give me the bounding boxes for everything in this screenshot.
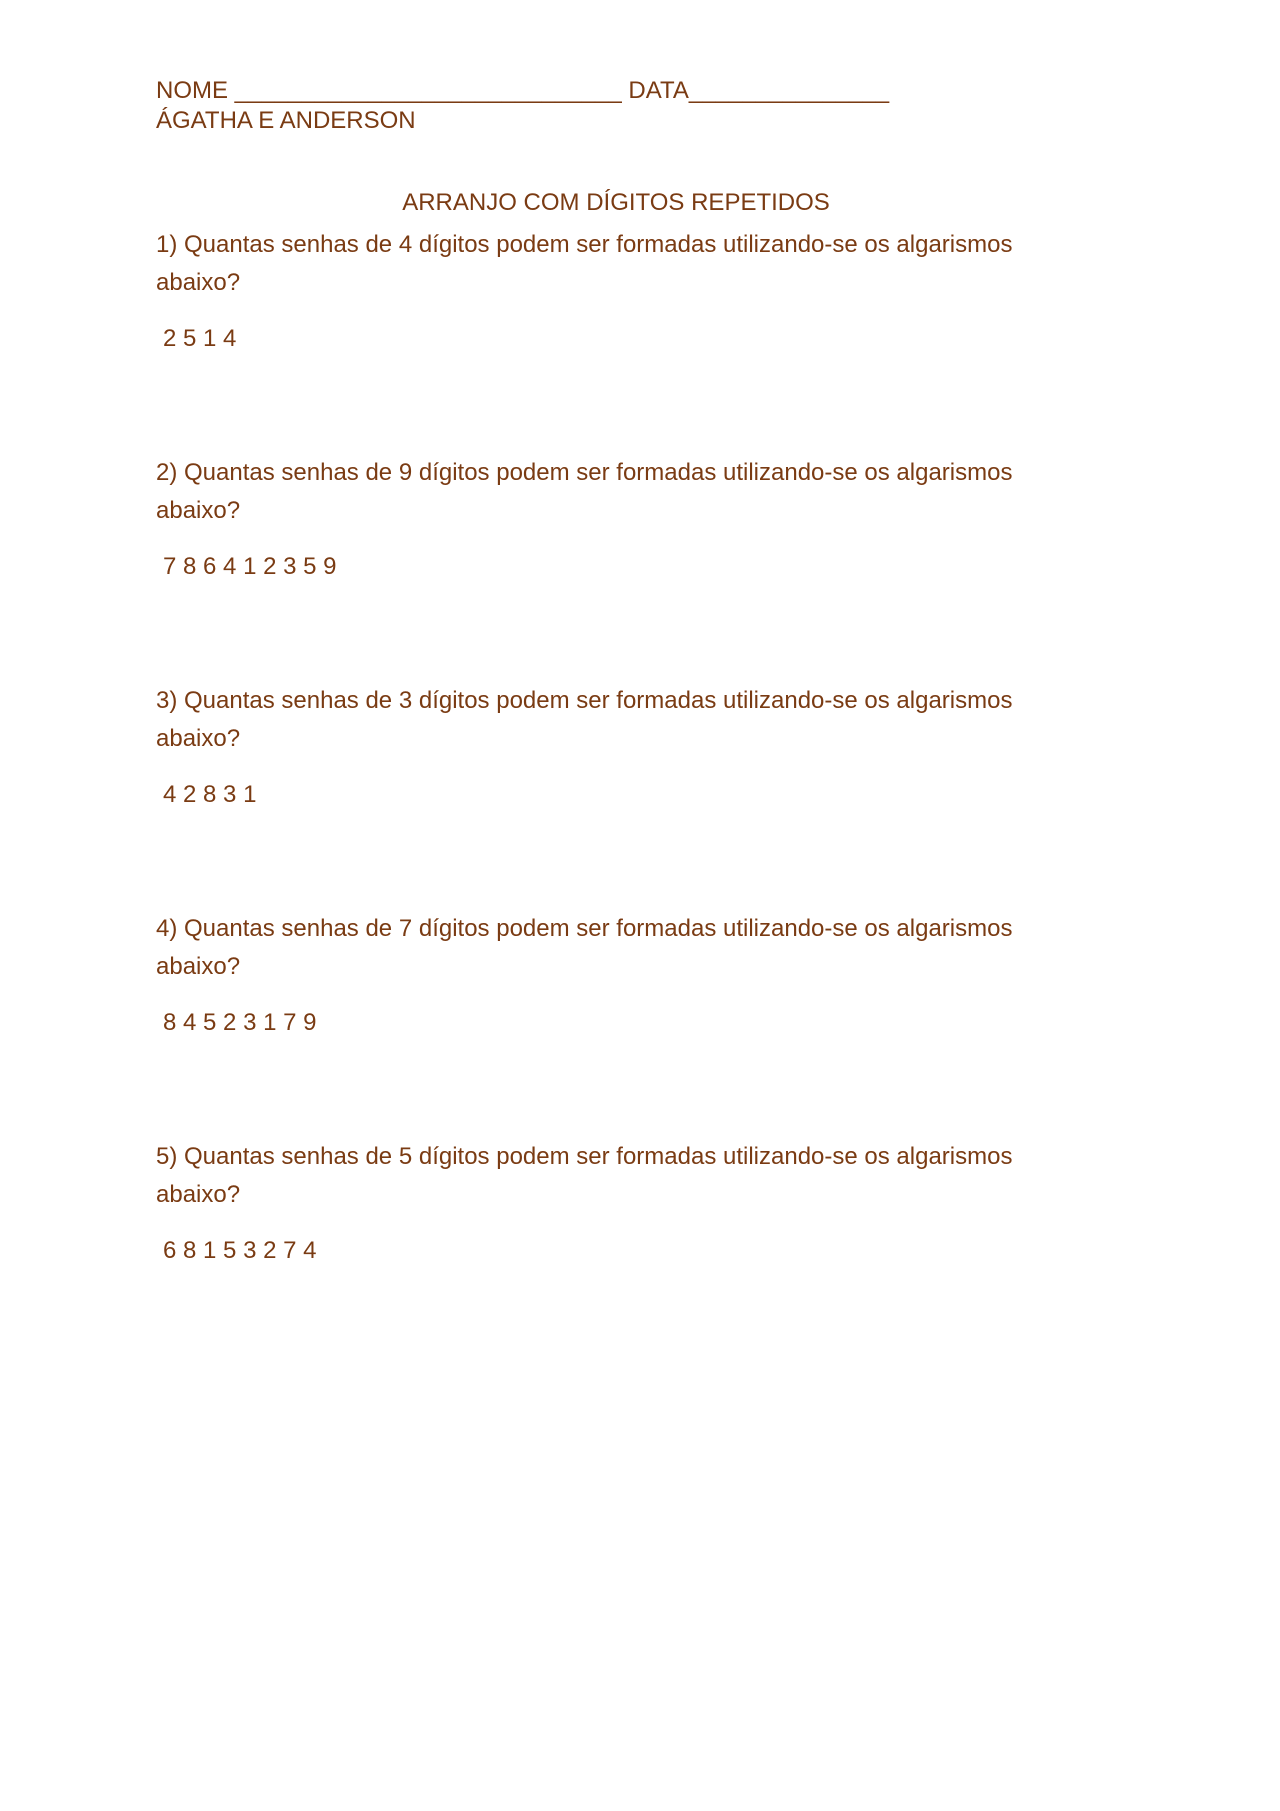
question-text: 1) Quantas senhas de 4 dígitos podem ser formadas utilizando-se os algarismos abaixo? [156, 231, 1013, 296]
question-block-5 [156, 1138, 1096, 1266]
name-date-line: NOME _____________________________ DATA_______________ [156, 77, 890, 104]
question-text: 5) Quantas senhas de 5 dígitos podem ser formadas utilizando-se os algarismos abaixo? [156, 1143, 1013, 1208]
question-text: 3) Quantas senhas de 3 dígitos podem ser formadas utilizando-se os algarismos abaixo? [156, 687, 1013, 752]
question-block-3 [156, 682, 1096, 810]
question-text: 4) Quantas senhas de 7 dígitos podem ser formadas utilizando-se os algarismos abaixo? [156, 915, 1013, 980]
question-text: 2) Quantas senhas de 9 dígitos podem ser formadas utilizando-se os algarismos abaixo? [156, 459, 1013, 524]
student-names: ÁGATHA E ANDERSON [156, 107, 416, 134]
question-digits: 2 5 1 4 [163, 325, 237, 352]
question-digits: 8 4 5 2 3 1 7 9 [163, 1009, 317, 1036]
worksheet-page [156, 76, 1096, 1266]
question-block-2 [156, 454, 1096, 582]
question-digits: 7 8 6 4 1 2 3 5 9 [163, 553, 337, 580]
worksheet-title: ARRANJO COM DÍGITOS REPETIDOS [402, 189, 830, 216]
question-block-1 [156, 226, 1096, 354]
question-digits: 4 2 8 3 1 [163, 781, 257, 808]
question-block-4 [156, 910, 1096, 1038]
question-digits: 6 8 1 5 3 2 7 4 [163, 1237, 317, 1264]
